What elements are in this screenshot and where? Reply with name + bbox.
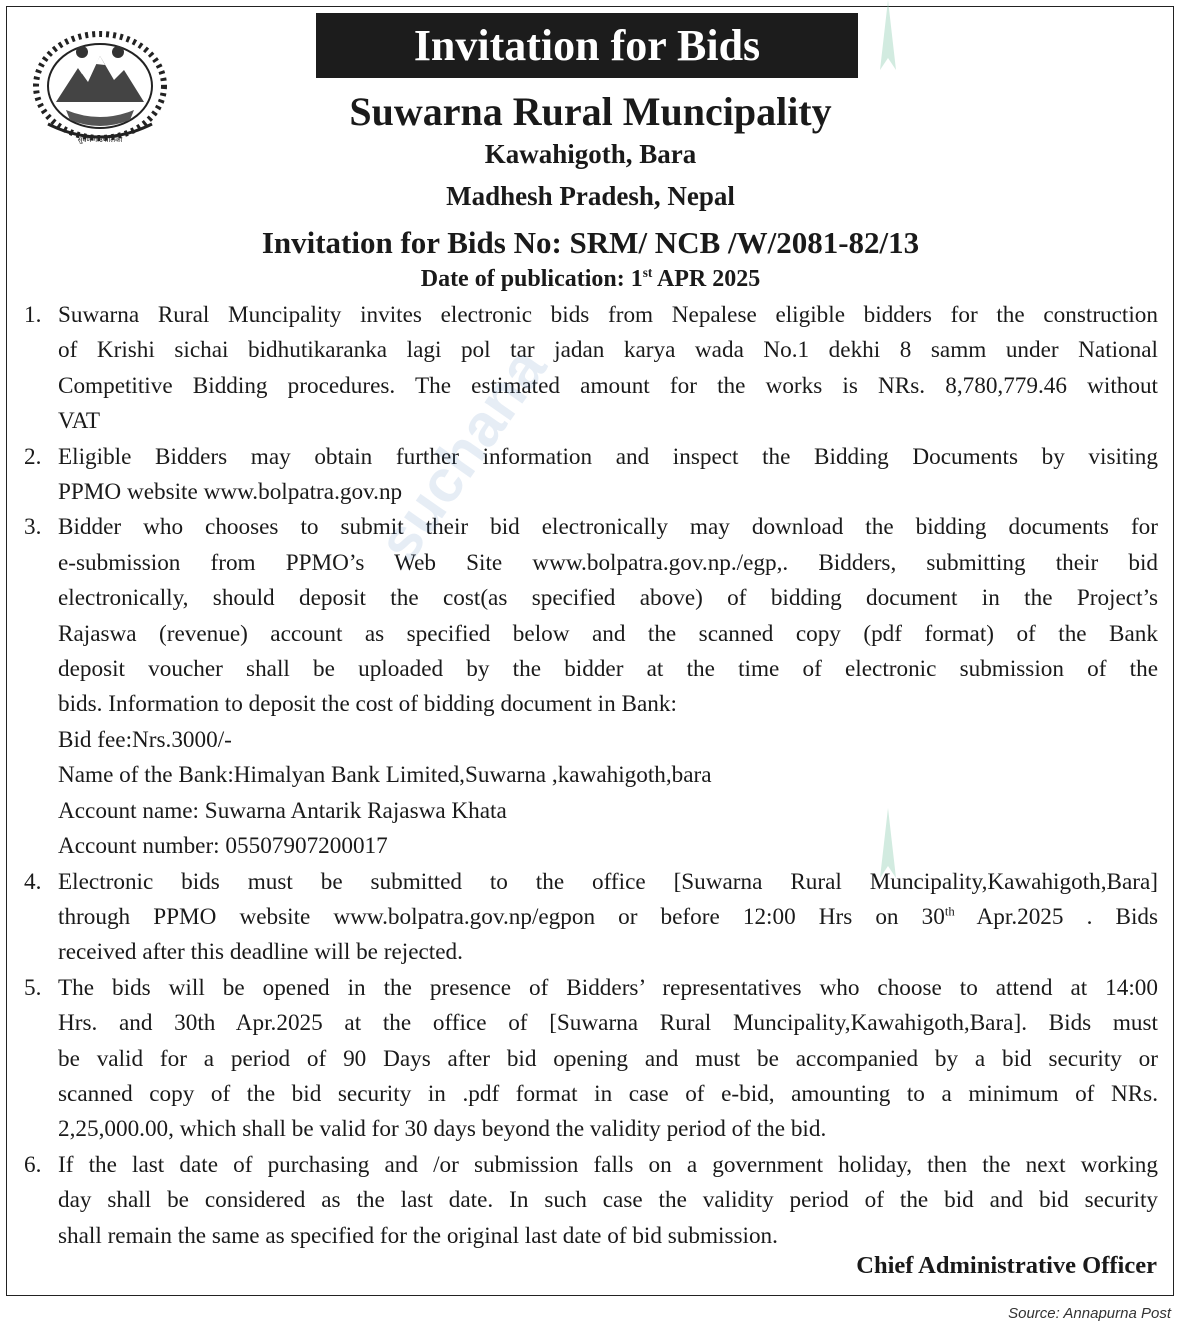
bid-number: Invitation for Bids No: SRM/ NCB /W/2081-82/13 (261, 225, 920, 260)
notice-body (24, 298, 1158, 1254)
logo-caption: सुवर्ण गाउँपालिका (77, 136, 123, 144)
signoff: Chief Administrative Officer (856, 1252, 1157, 1279)
banner-title: Invitation for Bids (316, 13, 858, 78)
location-line-1: Kawahigoth, Bara (484, 139, 697, 169)
watermark-text: suchana (364, 335, 559, 574)
watermark-arrow-icon (880, 808, 896, 878)
list-item: 1. Suwarna Rural Muncipality invites electronic bids from Nepalese eligible bidders for the construction of Krishi sichai bidhutikaranka lagi pol tar jadan karya wada No.1 dekhi 8 samm under National Competitive Bidding procedures. The estimated amount for the works is NRs. 8,780,779.46 without VAT (24, 302, 1158, 435)
account-name: Account name: Suwarna Antarik Rajaswa Khata (58, 797, 507, 824)
list-item: 2. Eligible Bidders may obtain further information and inspect the Bidding Documents by visiting PPMO website www.bolpatra.gov.np (24, 443, 1158, 506)
list-item: 5. The bids will be opened in the presence of Bidders’ representatives who choose to attend at 14:00 Hrs. and 30th Apr.2025 at the office of [Suwarna Rural Muncipality,Kawahigoth,Bara]. Bids must be valid for a period of 90 Days after bid opening and must be accompanied by a bid security or scanned copy of the bid security in .pdf format in case of e-bid, amounting to a minimum of NRs. 2,25,000.00, which shall be valid for 30 days beyond the validity period of the bid. (24, 974, 1158, 1143)
source-credit: Source: Annapurna Post (1008, 1305, 1171, 1322)
account-number: Account number: 05507907200017 (58, 833, 388, 860)
list-item: 4. Electronic bids must be submitted to the office [Suwarna Rural Muncipality,Kawahigoth,Bara] through PPMO website www.bolpatra.gov.np/egpon or before 12:00 Hrs on 30th Apr.2025 . Bids received after this deadline will be rejected. (24, 868, 1158, 966)
publication-date: Date of publication: 1st APR 2025 (420, 265, 761, 292)
bank-name: Name of the Bank:Himalyan Bank Limited,Suwarna ,kawahigoth,bara (58, 762, 712, 789)
list-item: 6. If the last date of purchasing and /or submission falls on a government holiday, then the next working day shall be considered as the last date. In such case the validity period of the bid and bid security shall remain the same as specified for the original last date of bid submission. (24, 1151, 1158, 1249)
list-item: 3. Bidder who chooses to submit their bid electronically may download the bidding documents for e-submission from PPMO’s Web Site www.bolpatra.gov.np./egp,. Bidders, submitting their bid electronically, should deposit the cost(as specified above) of bidding document in the Project’s Rajaswa (revenue) account as specified below and the scanned copy (pdf format) of the Bank deposit voucher shall be uploaded by the bidder at the time of electronic submission of the bids. Information to deposit the cost of bidding document in Bank: Bid fee:Nrs.3000/- Name of the Bank:Himalyan Bank Limited,Suwarna ,kawahigoth,bara Account name: Suwarna Antarik Rajaswa Khata Account number: 05507907200017 (24, 510, 1158, 864)
location-line-2: Madhesh Pradesh, Nepal (446, 181, 735, 211)
watermark-arrow-icon (880, 0, 896, 70)
municipality-name: Suwarna Rural Muncipality (349, 89, 832, 134)
bid-fee: Bid fee:Nrs.3000/- (58, 726, 232, 753)
